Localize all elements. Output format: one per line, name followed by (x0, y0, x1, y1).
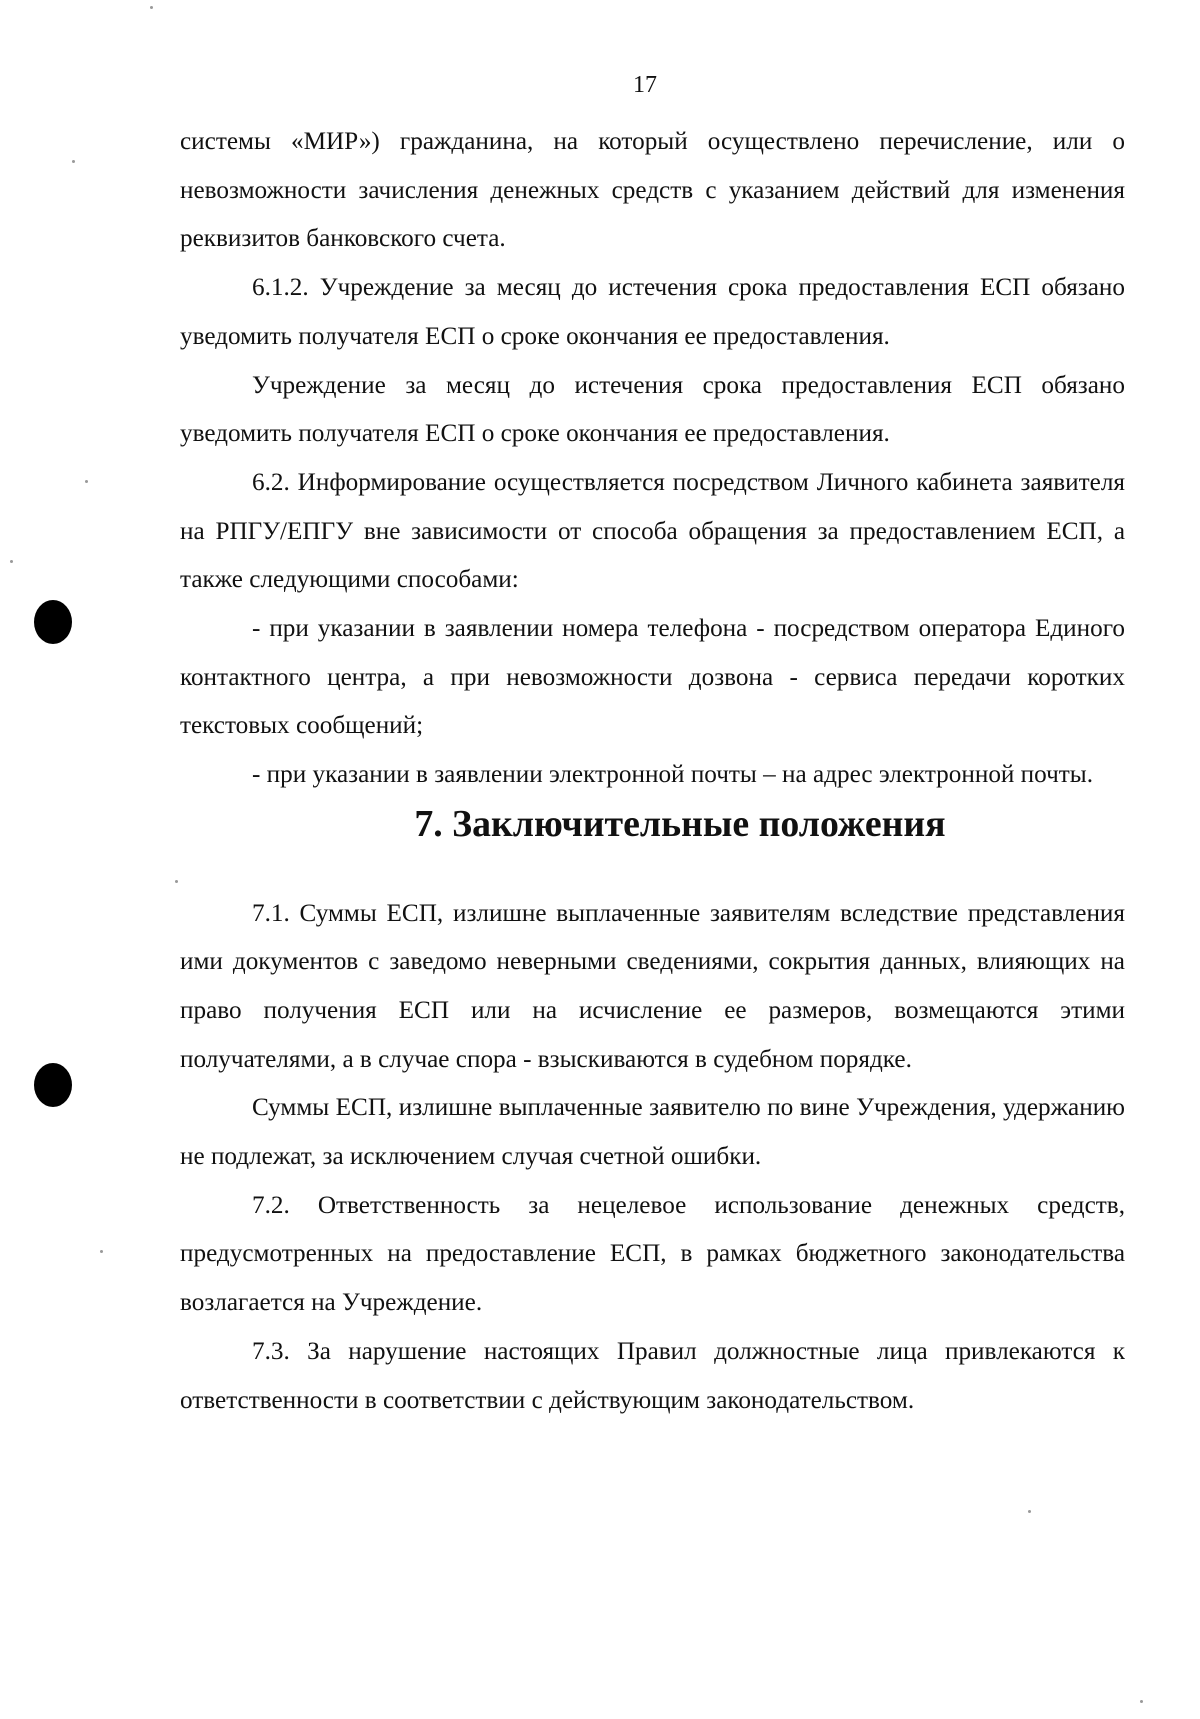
punch-hole-mark (34, 1063, 72, 1107)
scan-speck (150, 6, 153, 9)
paragraph: - при указании в заявлении номера телефона - посредством оператора Единого контактного центра, а при невозможности дозвона - сервиса передачи коротких текстовых сообщений; (180, 615, 1125, 740)
punch-hole-mark (34, 600, 72, 644)
paragraph: 6.2. Информирование осуществляется посредством Личного кабинета заявителя на РПГУ/ЕПГУ вне зависимости от способа обращения за предоставлением ЕСП, а также следующими способами: (180, 468, 1125, 594)
scan-speck (100, 1250, 103, 1253)
paragraph: 6.1.2. Учреждение за месяц до истечения срока предоставления ЕСП обязано уведомить получателя ЕСП о сроке окончания ее предоставления. (180, 274, 1125, 350)
paragraph: Суммы ЕСП, излишне выплаченные заявителю по вине Учреждения, удержанию не подлежат, за исключением случая счетной ошибки. (180, 1094, 1125, 1171)
paragraph: Учреждение за месяц до истечения срока предоставления ЕСП обязано уведомить получателя ЕСП о сроке окончания ее предоставления. (180, 371, 1125, 448)
paragraph: - при указании в заявлении электронной почты – на адрес электронной почты. (252, 761, 1094, 789)
paragraph: системы «МИР») гражданина, на который осуществлено перечисление, или о невозможности зачисления денежных средств с указанием действий для изменения реквизитов банковского счета. (180, 128, 1125, 253)
scan-speck (10, 560, 13, 563)
document-body (180, 118, 1125, 1425)
scan-speck (1028, 1510, 1031, 1513)
paragraph: 7.2. Ответственность за нецелевое использование денежных средств, предусмотренных на предоставление ЕСП, в рамках бюджетного законодательства возлагается на Учреждение. (180, 1191, 1125, 1317)
page-number: 17 (633, 72, 657, 98)
section-heading: 7. Заключительные положения (414, 802, 946, 845)
scan-speck (72, 160, 75, 163)
scan-speck (1140, 1700, 1143, 1703)
heading-spacer (180, 849, 1125, 890)
scan-speck (175, 880, 178, 883)
scan-speck (85, 480, 88, 483)
paragraph: 7.1. Суммы ЕСП, излишне выплаченные заявителям вследствие представления ими документов с заведомо неверными сведениями, сокрытия данных, влияющих на право получения ЕСП или на исчисление ее размеров, возмещаются этими получателями, а в случае спора - взыскиваются в судебном порядке. (180, 899, 1125, 1073)
paragraph: 7.3. За нарушение настоящих Правил должностные лица привлекаются к ответственности в соответствии с действующим законодательством. (180, 1337, 1125, 1414)
